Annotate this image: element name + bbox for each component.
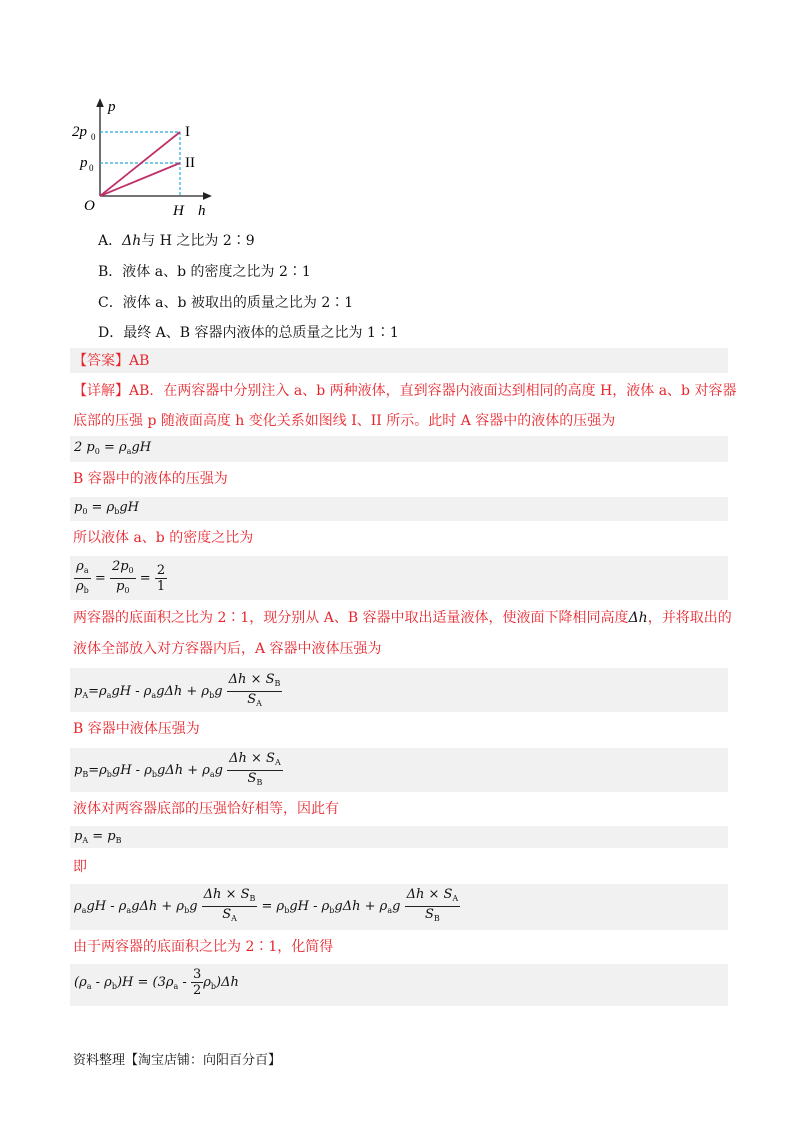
line-I <box>100 132 180 196</box>
tick-p0: p <box>80 155 88 171</box>
equation-pa-final: $p_A=\rho_agH - \rho_ag\Delta h + \rho_bg$ $\frac{\Delta h \times S_B}{S_A}$ <box>74 672 281 708</box>
x-axis-label: h <box>198 203 206 219</box>
tick-p0-sub: 0 <box>89 163 94 173</box>
detail-text-ie: 即 <box>73 859 87 875</box>
option-text: 与 H 之比为 2∶9 <box>141 233 255 249</box>
detail-tag: 【详解】 <box>73 383 129 399</box>
eq3-band <box>70 556 728 600</box>
detail-text-equal: 液体对两容器底部的压强恰好相等，因此有 <box>73 801 339 817</box>
origin-label: O <box>84 198 95 214</box>
eq1-band <box>70 436 728 462</box>
detail-text-b-pressure: B 容器中的液体的压强为 <box>73 471 228 487</box>
detail-text: 两容器的底面积之比为 2∶1，现分别从 A、B 容器中取出适量液体，使液面下降相同高度 <box>73 610 629 626</box>
option-letter: C． <box>98 295 123 311</box>
option-d <box>98 323 399 343</box>
equation-pa-initial: 2 $p_0 = \rho_agH$ <box>74 440 152 456</box>
detail-line-2: 底部的压强 p 随液面高度 h 变化关系如图线 I、II 所示。此时 A 容器中的液体的压强为 <box>73 413 616 429</box>
detail-line-1 <box>73 380 736 402</box>
detail-text-b-final: B 容器中液体压强为 <box>73 721 200 737</box>
detail-line-4b: 液体全部放入对方容器内后，A 容器中液体压强为 <box>73 641 382 657</box>
answer-tag: 【答案】 <box>73 353 129 369</box>
detail-line-4a <box>73 607 732 629</box>
eq2-band <box>70 497 728 521</box>
answer-band <box>70 348 728 373</box>
eq6-band <box>70 826 728 848</box>
line-I-label: I <box>185 124 190 140</box>
option-text: 最终 A、B 容器内液体的总质量之比为 1∶1 <box>123 325 399 341</box>
delta-h-symbol: Δh <box>628 610 648 626</box>
delta-h-symbol: Δh <box>122 233 142 249</box>
equation-pa-eq-pb: $p_A = p_B$ <box>74 829 122 845</box>
option-text: 液体 a、b 的密度之比为 2∶1 <box>122 264 311 280</box>
detail-text-density-ratio: 所以液体 a、b 的密度之比为 <box>73 530 254 546</box>
equation-combined: $\rho_agH - \rho_ag\Delta h + \rho_bg$ $\frac{\Delta h \times S_B}{S_A}$ = $\rho_bgH - \rho_bg\Delta h + \rho_ag$ $\frac{\Delta h \times S_A}{S_B}$ <box>74 887 459 923</box>
answer-value: AB <box>129 353 150 369</box>
option-b <box>98 262 311 282</box>
equation-density-ratio: $\frac{\rho_a}{\rho_b}$ = $\frac{2p_0}{p_0}$ = $\frac{2}{1}$ <box>76 559 166 595</box>
option-text: 液体 a、b 被取出的质量之比为 2∶1 <box>122 295 354 311</box>
x-tick-H: H <box>173 203 184 219</box>
detail-text-simplify: 由于两容器的底面积之比为 2∶1，化简得 <box>73 939 334 955</box>
tick-2p0-sub: 0 <box>91 132 96 142</box>
answer-line <box>73 350 149 372</box>
tick-2p0: 2p <box>72 124 87 140</box>
footer-source: 资料整理【淘宝店铺：向阳百分百】 <box>73 1053 282 1068</box>
detail-text: AB．在两容器中分别注入 a、b 两种液体，直到容器内液面达到相同的高度 H，液体 a、b 对容器 <box>129 383 737 399</box>
option-letter: D． <box>98 325 124 341</box>
detail-text: ，并将取出的 <box>647 610 732 626</box>
option-a <box>98 231 255 251</box>
pressure-height-graph <box>70 96 220 222</box>
option-c <box>98 293 353 313</box>
y-axis-label: p <box>108 99 116 115</box>
option-letter: B． <box>98 264 123 280</box>
equation-pb-initial: $p_0 = \rho_bgH$ <box>74 500 140 516</box>
equation-pb-final: $p_B=\rho_bgH - \rho_bg\Delta h + \rho_ag$ $\frac{\Delta h \times S_A}{S_B}$ <box>74 751 281 787</box>
option-letter: A． <box>98 233 123 249</box>
equation-simplified: $(\rho_a - \rho_b)H = (3\rho_a$ - $\frac{3}{2}$ $\rho_b)\Delta h$ <box>74 967 239 998</box>
line-II-label: II <box>185 155 195 171</box>
line-II <box>100 163 180 196</box>
